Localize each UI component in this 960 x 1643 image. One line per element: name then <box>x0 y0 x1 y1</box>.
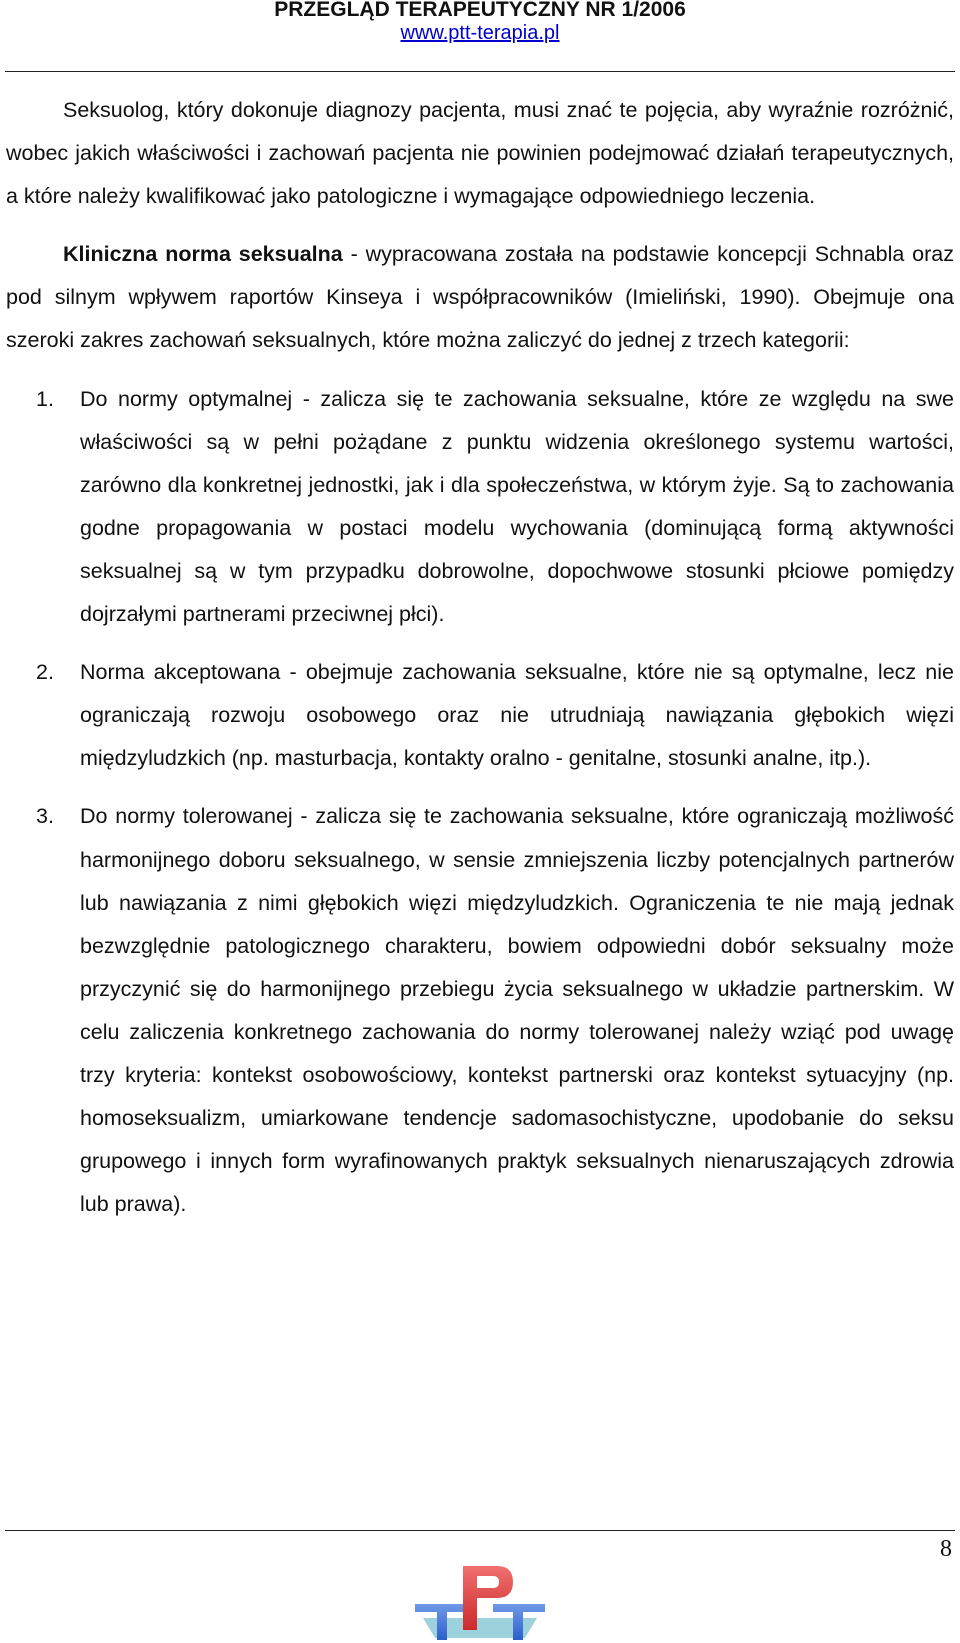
list-item-number: 1. <box>36 386 54 411</box>
list-item-text: Norma akceptowana - obejmuje zachowania seksualne, które nie są optymalne, lecz nie ograniczają rozwoju osobowego oraz nie utrudniają nawiązania głębokich więzi międzyludzkich (np. masturbacja, kontakty oralno - genitalne, stosunki analne, itp.). <box>80 660 954 771</box>
paragraph-clinical-norm-text: - wypracowana została na podstawie koncepcji Schnabla oraz pod silnym wpływem raportów Kinseya i współpracowników (Imieliński, 1990). Obejmuje ona szeroki zakres zachowań seksualnych, które można zaliczyć do jednej z trzech kategorii: <box>6 242 955 353</box>
list-item <box>6 378 954 637</box>
document-body <box>6 89 954 1226</box>
journal-url-link[interactable]: www.ptt-terapia.pl <box>400 22 560 44</box>
paragraph-clinical-norm <box>6 233 954 362</box>
page-header <box>0 0 960 44</box>
list-item-number: 3. <box>36 804 54 829</box>
page-number: 8 <box>940 1536 952 1562</box>
list-item-text: Do normy tolerowanej - zalicza się te zachowania seksualne, które ograniczają możliwość harmonijnego doboru seksualnego, w sensie zmniejszenia liczby potencjalnych partnerów lub nawiązania z nimi głębokich więzi międzyludzkich. Ograniczenia te nie mają jednak bezwzględnie patologicznego charakteru, bowiem odpowiedni dobór seksualny może przyczynić się do harmonijnego przebiegu życia seksualnego w układzie partnerskim. W celu zaliczenia konkretnego zachowania do normy tolerowanej należy wziąć pod uwagę trzy kryteria: kontekst osobowościowy, kontekst partnerski oraz kontekst sytuacyjny (np. homoseksualizm, umiarkowane tendencje sadomasochistyczne, upodobanie do seksu grupowego i innych form wyrafinowanych praktyk seksualnych nienaruszających zdrowia lub prawa). <box>80 804 954 1217</box>
header-divider <box>5 71 955 72</box>
term-clinical-norm: Kliniczna norma seksualna <box>63 242 343 267</box>
journal-title: PRZEGLĄD TERAPEUTYCZNY NR 1/2006 <box>274 0 686 21</box>
list-item-text: Do normy optymalnej - zalicza się te zachowania seksualne, które ze względu na swe właściwości są w pełni pożądane z punktu widzenia określonego systemu wartości, zarówno dla konkretnej jednostki, jak i dla społeczeństwa, w którym żyje. Są to zachowania godne propagowania w postaci modelu wychowania (dominującą formą aktywności seksualnej są w tym przypadku dobrowolne, dopochwowe stosunki płciowe pomiędzy dojrzałymi partnerami przeciwnej płci). <box>80 386 954 627</box>
list-item-number: 2. <box>36 660 54 685</box>
list-item <box>6 795 954 1226</box>
footer-divider <box>5 1530 955 1531</box>
list-item <box>6 651 954 780</box>
paragraph-diagnosis: Seksuolog, który dokonuje diagnozy pacjenta, musi znać te pojęcia, aby wyraźnie rozróżnić, wobec jakich właściwości i zachowań pacjenta nie powinien podejmować działań terapeutycznych, a które należy kwalifikować jako patologiczne i wymagające odpowiedniego leczenia. <box>6 98 954 209</box>
ptt-logo-icon <box>405 1560 555 1643</box>
